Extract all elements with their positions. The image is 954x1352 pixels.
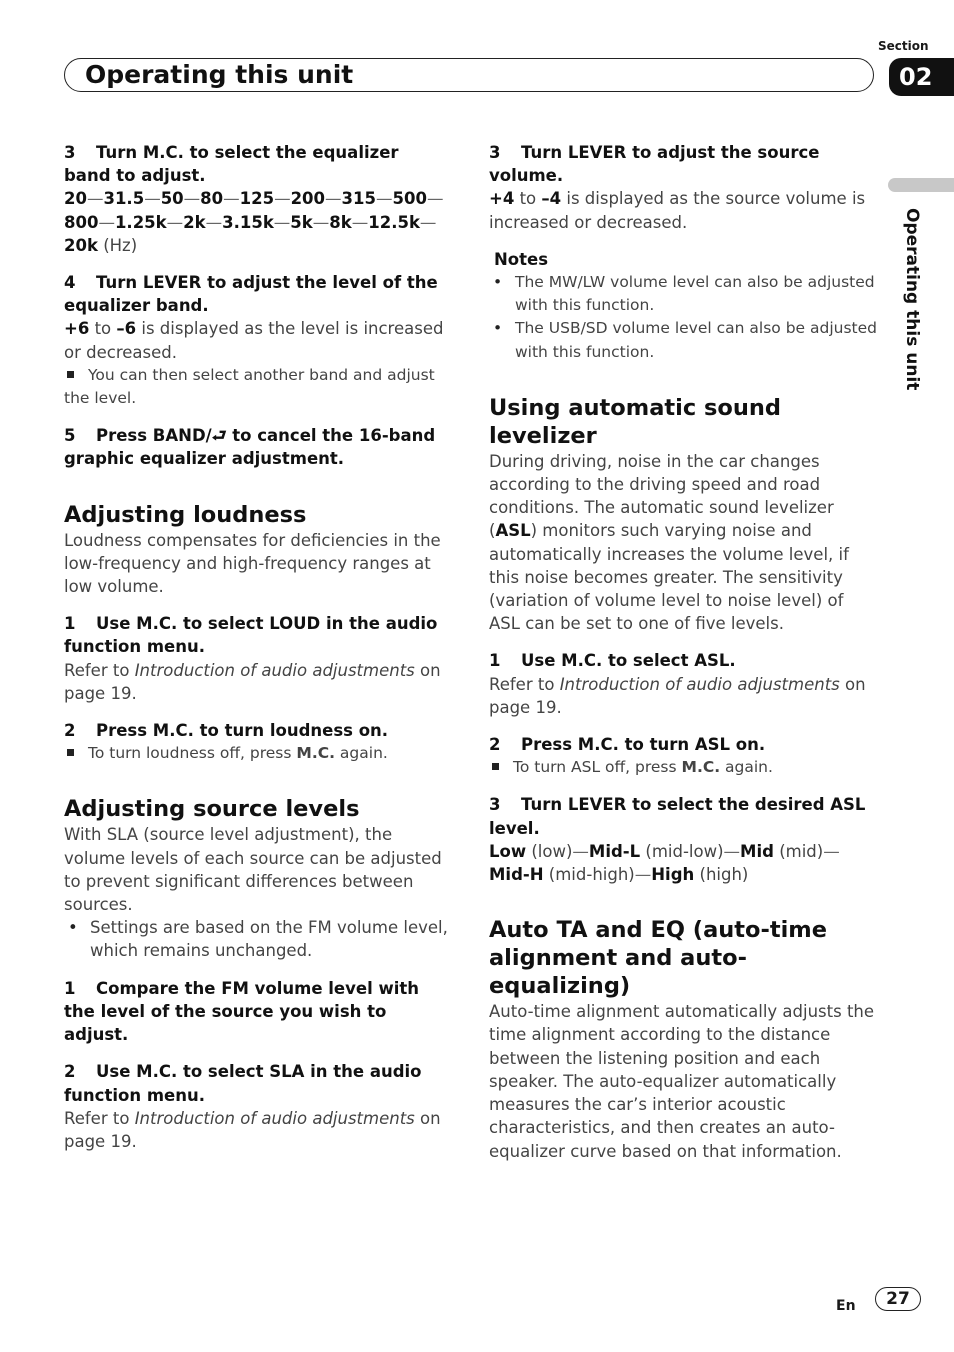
refer-text: Refer to Introduction of audio adjustments on page 19. bbox=[64, 1108, 441, 1151]
right-column bbox=[489, 141, 879, 1163]
step-source-volume bbox=[489, 141, 879, 187]
step-number: 2 bbox=[64, 721, 76, 741]
step-number: 1 bbox=[64, 978, 76, 998]
step-loudness-on bbox=[64, 719, 448, 742]
source-volume-range: +4 to –4 is displayed as the source volume is increased or decreased. bbox=[489, 189, 866, 232]
step-text: Turn M.C. to select the equalizer band to adjust. bbox=[64, 143, 399, 186]
step-text: Press M.C. to turn ASL on. bbox=[521, 735, 766, 755]
side-tab-text: Operating this unit bbox=[902, 208, 922, 391]
note-item: • The USB/SD volume level can also be adjusted with this function. bbox=[493, 319, 877, 361]
header-bar bbox=[64, 58, 874, 92]
heading-loudness: Adjusting loudness bbox=[64, 501, 307, 528]
loudness-body: Loudness compensates for deficiencies in the low-frequency and high-frequency ranges at low volume. bbox=[64, 530, 441, 597]
sla-bullet: • Settings are based on the FM volume level, which remains unchanged. bbox=[68, 918, 448, 961]
square-bullet-icon bbox=[492, 763, 499, 770]
step-number: 3 bbox=[489, 795, 501, 815]
sla-body: With SLA (source level adjustment), the volume levels of each source can be adjusted to prevent significant differences between sources. bbox=[64, 825, 442, 915]
language-label: En bbox=[836, 1298, 856, 1314]
loudness-note: To turn loudness off, press M.C. again. bbox=[64, 742, 448, 765]
step-text: Turn LEVER to select the desired ASL level. bbox=[489, 795, 866, 838]
step-cancel: 5 Press BAND/⮐ to cancel the 16-band graphic equalizer adjustment. bbox=[64, 426, 436, 469]
side-tab-marker bbox=[888, 178, 954, 192]
step-number: 2 bbox=[489, 735, 501, 755]
step-number: 4 bbox=[64, 273, 76, 293]
step-text: Press M.C. to turn loudness on. bbox=[96, 721, 389, 741]
step-text: Use M.C. to select ASL. bbox=[521, 651, 736, 671]
notes-title: Notes bbox=[494, 249, 549, 269]
step-number: 1 bbox=[489, 651, 501, 671]
step-select-loud bbox=[64, 612, 448, 658]
bullet-icon: • bbox=[493, 319, 503, 338]
step-text: Turn LEVER to adjust the source volume. bbox=[489, 143, 820, 186]
step-number: 3 bbox=[64, 143, 76, 162]
auto-body: Auto-time alignment automatically adjusts the time alignment according to the distance between the listening position and each speaker. The auto-equalizer automatically measures the car’s interior acoustic characteristics, and then creates an auto-equalizer curve based on that information. bbox=[489, 1002, 875, 1161]
heading-asl: Using automatic sound levelizer bbox=[489, 394, 782, 449]
square-bullet-icon bbox=[67, 371, 74, 378]
step-asl-level bbox=[489, 793, 879, 839]
refer-text: Refer to Introduction of audio adjustments on page 19. bbox=[64, 660, 441, 703]
step-select-asl bbox=[489, 649, 879, 672]
square-bullet-icon bbox=[67, 749, 74, 756]
band-list: 20—31.5—50—80—125—200—315—500— 800—1.25k—2k—3.15k—5k—8k—12.5k— 20k (Hz) bbox=[64, 189, 444, 255]
note-item: • The MW/LW volume level can also be adjusted with this function. bbox=[493, 273, 875, 315]
step-asl-on bbox=[489, 733, 879, 756]
return-icon: ⮐ bbox=[211, 426, 227, 446]
asl-body: During driving, noise in the car changes according to the driving speed and road conditions. The automatic sound levelizer (ASL) monitors such varying noise and automatically increases the volume level, if this noise becomes greater. The sensitivity (variation of volume level to noise level) of ASL can be set to one of five levels. bbox=[489, 451, 849, 634]
asl-note: To turn ASL off, press M.C. again. bbox=[489, 756, 879, 779]
step-adjust-level bbox=[64, 271, 448, 317]
band-note: You can then select another band and adjust the level. bbox=[64, 365, 435, 408]
step-number: 1 bbox=[64, 614, 76, 634]
section-label: Section bbox=[878, 39, 929, 53]
step-number: 3 bbox=[489, 143, 501, 162]
level-range-text: +6 to –6 is displayed as the level is increased or decreased. bbox=[64, 319, 444, 362]
step-compare-fm bbox=[64, 977, 448, 1047]
page-title: Operating this unit bbox=[85, 60, 354, 89]
step-number: 2 bbox=[64, 1062, 76, 1082]
step-text: Use M.C. to select SLA in the audio function menu. bbox=[64, 1062, 422, 1105]
page-number: 27 bbox=[875, 1287, 921, 1311]
step-text: Use M.C. to select LOUD in the audio function menu. bbox=[64, 614, 438, 657]
heading-auto-ta-eq: Auto TA and EQ (auto-time alignment and auto-equalizing) bbox=[489, 917, 828, 1000]
bullet-icon: • bbox=[493, 273, 503, 292]
step-text: Compare the FM volume level with the level of the source you wish to adjust. bbox=[64, 978, 420, 1045]
heading-source-levels: Adjusting source levels bbox=[64, 796, 360, 823]
left-column bbox=[64, 141, 448, 1153]
step-select-band bbox=[64, 141, 448, 187]
section-number: 02 bbox=[889, 58, 954, 96]
asl-levels: Low (low)—Mid-L (mid-low)—Mid (mid)— Mid-H (mid-high)—High (high) bbox=[489, 841, 840, 885]
step-text: Turn LEVER to adjust the level of the equalizer band. bbox=[64, 273, 438, 316]
bullet-icon: • bbox=[68, 918, 78, 938]
step-number: 5 bbox=[64, 426, 76, 446]
step-select-sla bbox=[64, 1060, 448, 1106]
refer-text: Refer to Introduction of audio adjustments on page 19. bbox=[489, 674, 866, 717]
